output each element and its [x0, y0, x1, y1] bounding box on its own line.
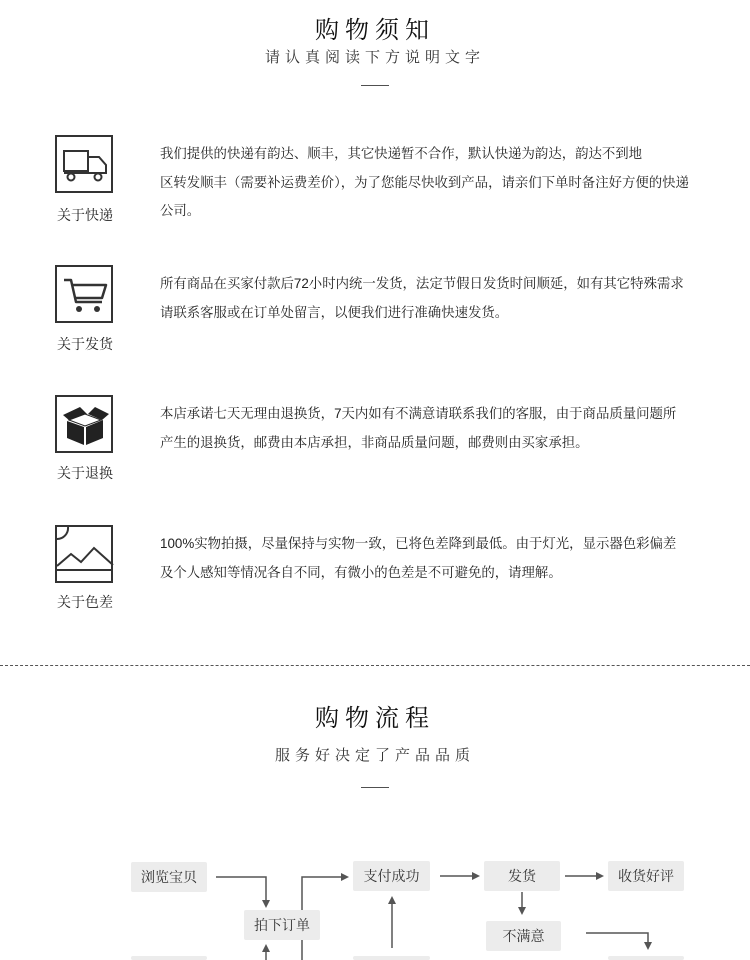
shipping-line-1: 所有商品在买家付款后72小时内统一发货，法定节假日发货时间顺延，如有其它特殊需求 — [160, 276, 684, 291]
notice-dash: —— — [361, 76, 389, 92]
step-partial-right — [608, 956, 684, 960]
label-returns: 关于退换 — [57, 465, 113, 481]
process-subtitle: 服务好决定了产品品质 — [274, 747, 475, 764]
process-dash: —— — [361, 778, 389, 794]
step-order: 拍下订单 — [244, 910, 320, 940]
label-express: 关于快递 — [57, 207, 113, 223]
step-partial-mid — [353, 956, 430, 960]
step-ship: 发货 — [484, 861, 560, 891]
express-line-2: 区转发顺丰（需要补运费差价），为了您能尽快收到产品，请亲们下单时备注好方便的快递 — [160, 174, 689, 190]
step-partial-left — [131, 956, 207, 960]
express-line-3: 公司。 — [160, 203, 201, 218]
returns-line-2: 产生的退换货，邮费由本店承担，非商品质量问题，邮费则由买家承担。 — [160, 434, 589, 450]
step-review: 收货好评 — [608, 861, 684, 891]
label-shipping: 关于发货 — [57, 336, 113, 352]
step-browse: 浏览宝贝 — [131, 862, 207, 892]
color-line-1: 100%实物拍摄，尽量保持与实物一致，已将色差降到最低。由于灯光，显示器色彩偏差 — [160, 536, 677, 551]
express-line-1: 我们提供的快递有韵达、顺丰，其它快递暂不合作，默认快递为韵达，韵达不到地 — [160, 146, 643, 161]
notice-subtitle: 请认真阅读下方说明文字 — [264, 49, 485, 66]
step-pay: 支付成功 — [353, 861, 430, 891]
returns-line-1: 本店承诺七天无理由退换货，7天内如有不满意请联系我们的客服，由于商品质量问题所 — [160, 406, 677, 421]
notice-title: 购物须知 — [315, 17, 435, 44]
label-color: 关于色差 — [57, 594, 113, 610]
step-unsatisfied: 不满意 — [486, 921, 561, 951]
shipping-line-2: 请联系客服或在订单处留言，以便我们进行准确快速发货。 — [160, 304, 509, 320]
color-line-2: 及个人感知等情况各自不同，有微小的色差是不可避免的，请理解。 — [160, 564, 562, 580]
process-title: 购物流程 — [315, 705, 435, 732]
